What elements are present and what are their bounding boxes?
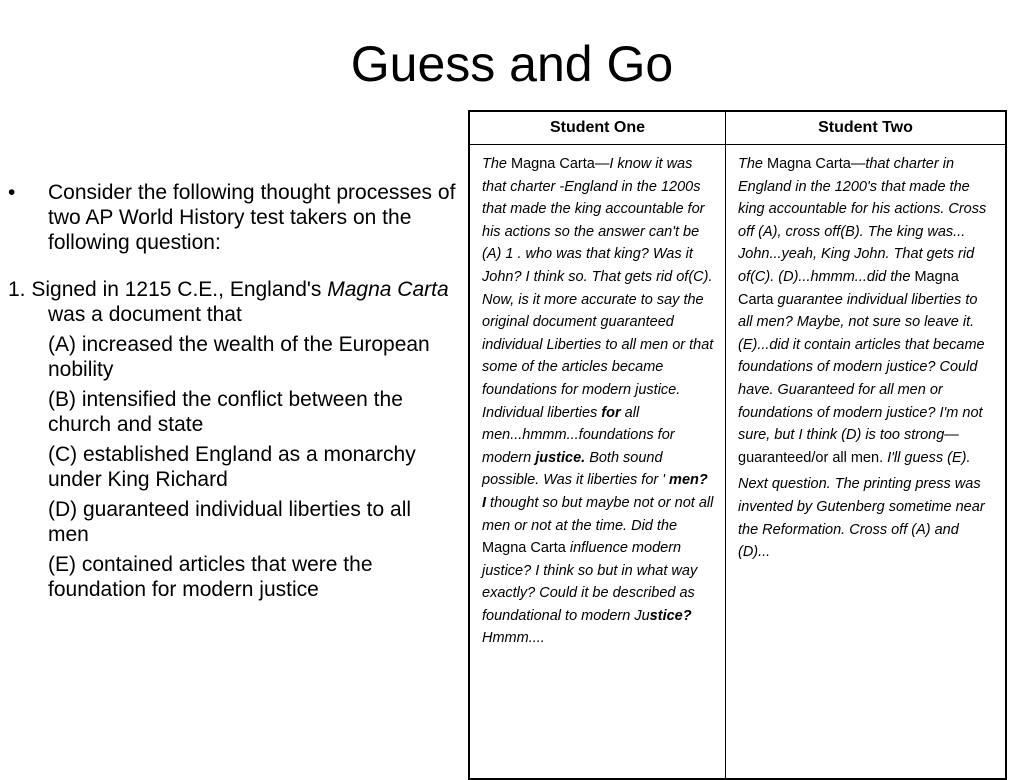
text-run: Magna Carta— [763, 156, 866, 172]
student-one-text [482, 153, 715, 650]
header-student-one: Student One [470, 112, 726, 144]
table-body-row [470, 145, 1005, 780]
text-run: Magna Carta— [507, 156, 610, 172]
question-stem [8, 277, 456, 327]
bullet-mark: • [8, 181, 16, 204]
text-run: I know it was that charter -England in the 1200s that made the king accountable for his actions so the answer can't be (A) 1 . who was that king? Was it John? I think so. That gets rid of(C). Now, is it more accurate to say the original document guaranteed individual Liberties to all men or that some of the articles became foundations for modern justice. Individual liberties [482, 156, 714, 421]
slide-title: Guess and Go [350, 36, 674, 92]
text-run: I'll guess (E). [887, 449, 971, 466]
table-header-row [470, 112, 1005, 145]
question-stem-italic: Magna Carta [327, 278, 449, 301]
text-run: Hmmm.... [482, 630, 545, 647]
option-c: (C) established England as a monarchy under King Richard [48, 443, 416, 491]
text-run: thought so but maybe not or not all men or not at the time. Did the [482, 494, 714, 534]
option-e: (E) contained articles that were the foundation for modern justice [48, 553, 373, 601]
text-run: justice. [535, 449, 586, 466]
option-a: (A) increased the wealth of the European nobility [48, 333, 430, 381]
text-run: The [738, 156, 763, 172]
text-run: stice? [649, 607, 692, 624]
header-student-two: Student Two [818, 119, 913, 136]
question-stem-prefix: 1. Signed in 1215 C.E., England's [8, 278, 328, 301]
text-run: for [601, 404, 621, 421]
text-run: Both sound possible. Was it liberties for ' [482, 449, 670, 489]
student-two-cell [726, 145, 1005, 780]
text-run: men? I [482, 472, 708, 511]
student-two-text [738, 153, 995, 469]
intro-bullet [8, 180, 456, 255]
option-d: (D) guaranteed individual liberties to all men [48, 498, 412, 546]
option-b: (B) intensified the conflict between the church and state [48, 388, 403, 436]
intro-text: Consider the following thought processes of two AP World History test takers on the following question: [48, 181, 456, 254]
question-stem-suffix: was a document that [48, 303, 242, 326]
text-run: The [482, 156, 507, 172]
text-run: all men...hmmm...foundations for modern [482, 404, 675, 466]
text-run: guarantee individual liberties to all men? Maybe, not sure so leave it. (E)...did it contain articles that became foundations of modern justice? Could have. Guaranteed for all men or foundations of modern justice? I'm not sure, but I think (D) is too strong— [738, 291, 985, 444]
text-run: influence modern justice? I think so but in what way exactly? Could it be described as foundational to modern Ju [482, 540, 698, 624]
text-run: Magna Carta [482, 540, 570, 557]
comparison-table [468, 110, 1007, 780]
student-one-cell [470, 145, 726, 780]
student-two-next-question: Next question. The printing press was invented by Gutenberg sometime near the Reformation. Cross off (A) and (D)... [738, 476, 985, 561]
question-panel [8, 180, 456, 602]
text-run: that charter in England in the 1200's that made the king accountable for his actions. Cross off (A), cross off(B). The king was... John...yeah, King John. That gets rid of(C). (D)...hmmm...did the [738, 156, 987, 285]
text-run: Magna Carta [738, 268, 959, 308]
text-run: guaranteed/or all men. [738, 449, 888, 466]
